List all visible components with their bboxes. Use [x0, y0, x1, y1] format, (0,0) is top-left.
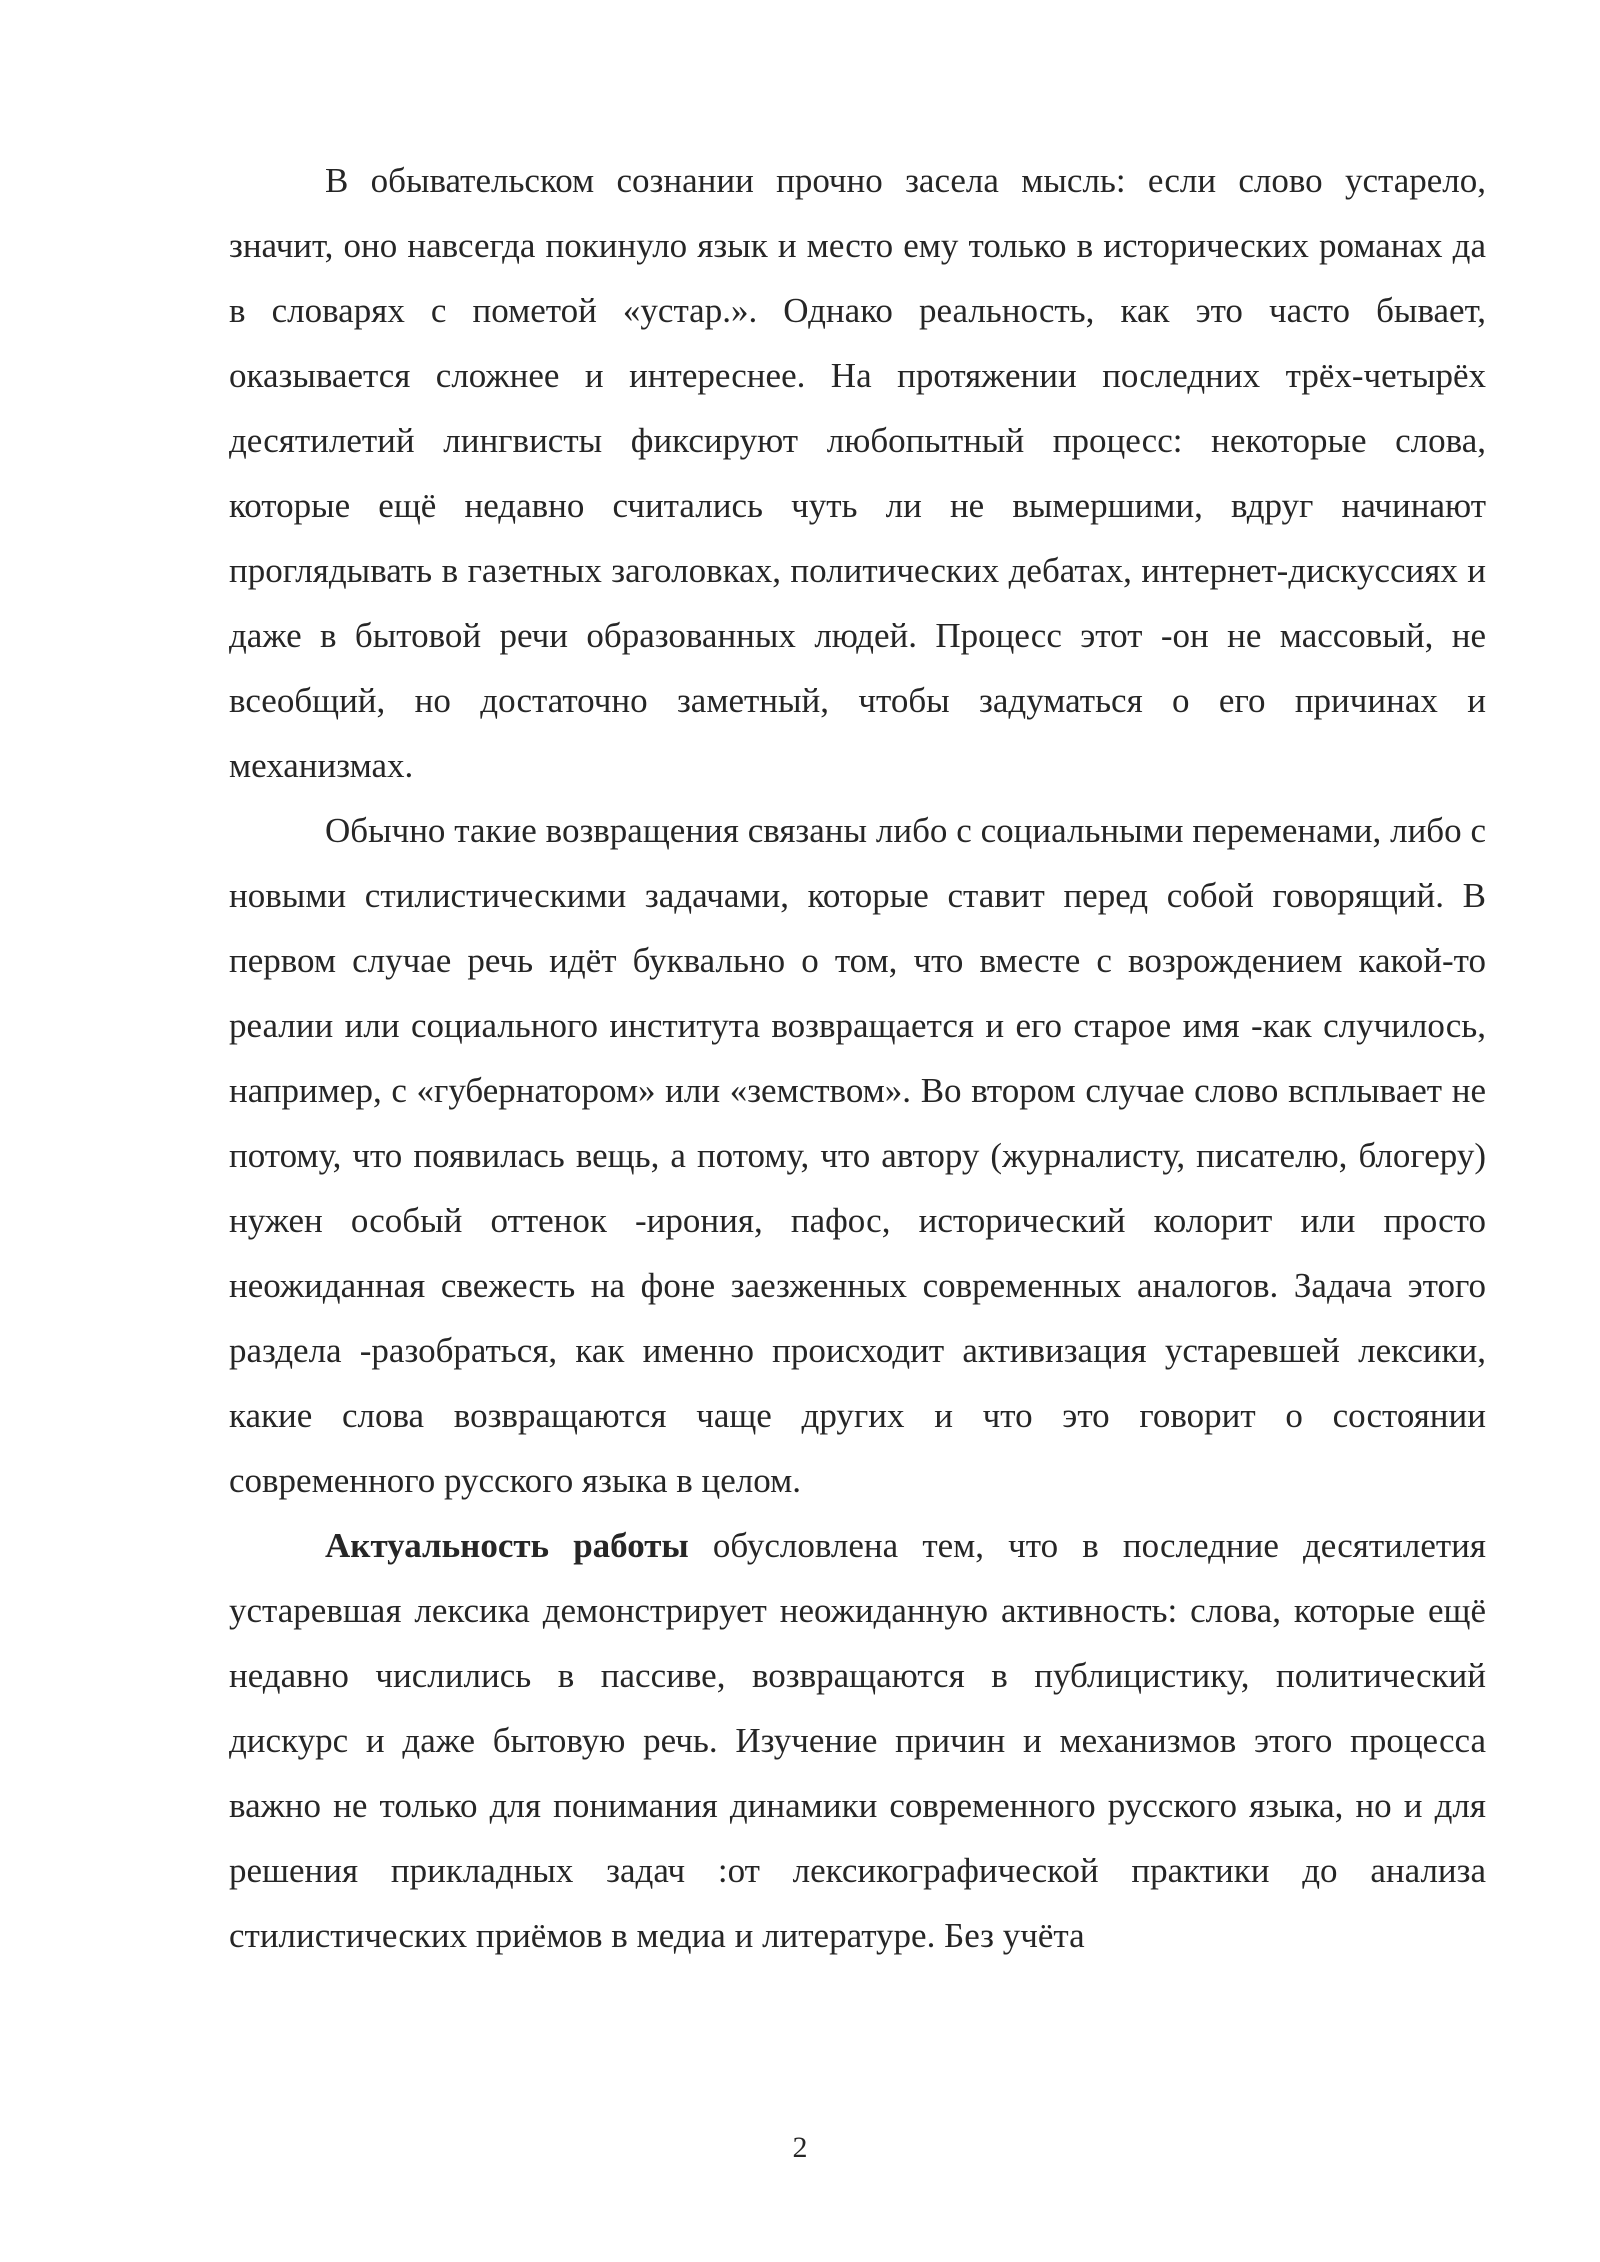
paragraph-3 — [229, 1513, 1486, 1968]
page-number: 2 — [792, 2131, 808, 2164]
paragraph-3-text: обусловлена тем, что в последние десятилетия устаревшая лексика демонстрирует неожиданную активность: слова, которые ещё недавно числились в пассиве, возвращаются в публицистику, политический дискурс и даже бытовую речь. Изучение причин и механизмов этого процесса важно не только для понимания динамики современного русского языка, но и для решения прикладных задач :от лексикографической практики до анализа стилистических приёмов в медиа и литературе. Без учёта — [229, 1526, 1486, 1955]
paragraph-2: Обычно такие возвращения связаны либо с социальными переменами, либо с новыми стилистическими задачами, которые ставит перед собой говорящий. В первом случае речь идёт буквально о том, что вместе с возрождением какой-то реалии или социального института возвращается и его старое имя -как случилось, например, с «губернатором» или «земством». Во втором случае слово всплывает не потому, что появилась вещь, а потому, что автору (журналисту, писателю, блогеру) нужен особый оттенок -ирония, пафос, исторический колорит или просто неожиданная свежесть на фоне заезженных современных аналогов. Задача этого раздела -разобраться, как именно происходит активизация устаревшей лексики, какие слова возвращаются чаще других и что это говорит о состоянии современного русского языка в целом. — [229, 811, 1486, 1500]
paragraph-1: В обывательском сознании прочно засела мысль: если слово устарело, значит, оно навсегда покинуло язык и место ему только в исторических романах да в словарях с пометой «устар.». Однако реальность, как это часто бывает, оказывается сложнее и интереснее. На протяжении последних трёх-четырёх десятилетий лингвисты фиксируют любопытный процесс: некоторые слова, которые ещё недавно считались чуть ли не вымершими, вдруг начинают проглядывать в газетных заголовках, политических дебатах, интернет-дискуссиях и даже в бытовой речи образованных людей. Процесс этот -он не массовый, не всеобщий, но достаточно заметный, чтобы задуматься о его причинах и механизмах. — [229, 161, 1486, 785]
body-text — [229, 148, 1486, 1968]
relevance-heading: Актуальность работы — [325, 1526, 689, 1565]
